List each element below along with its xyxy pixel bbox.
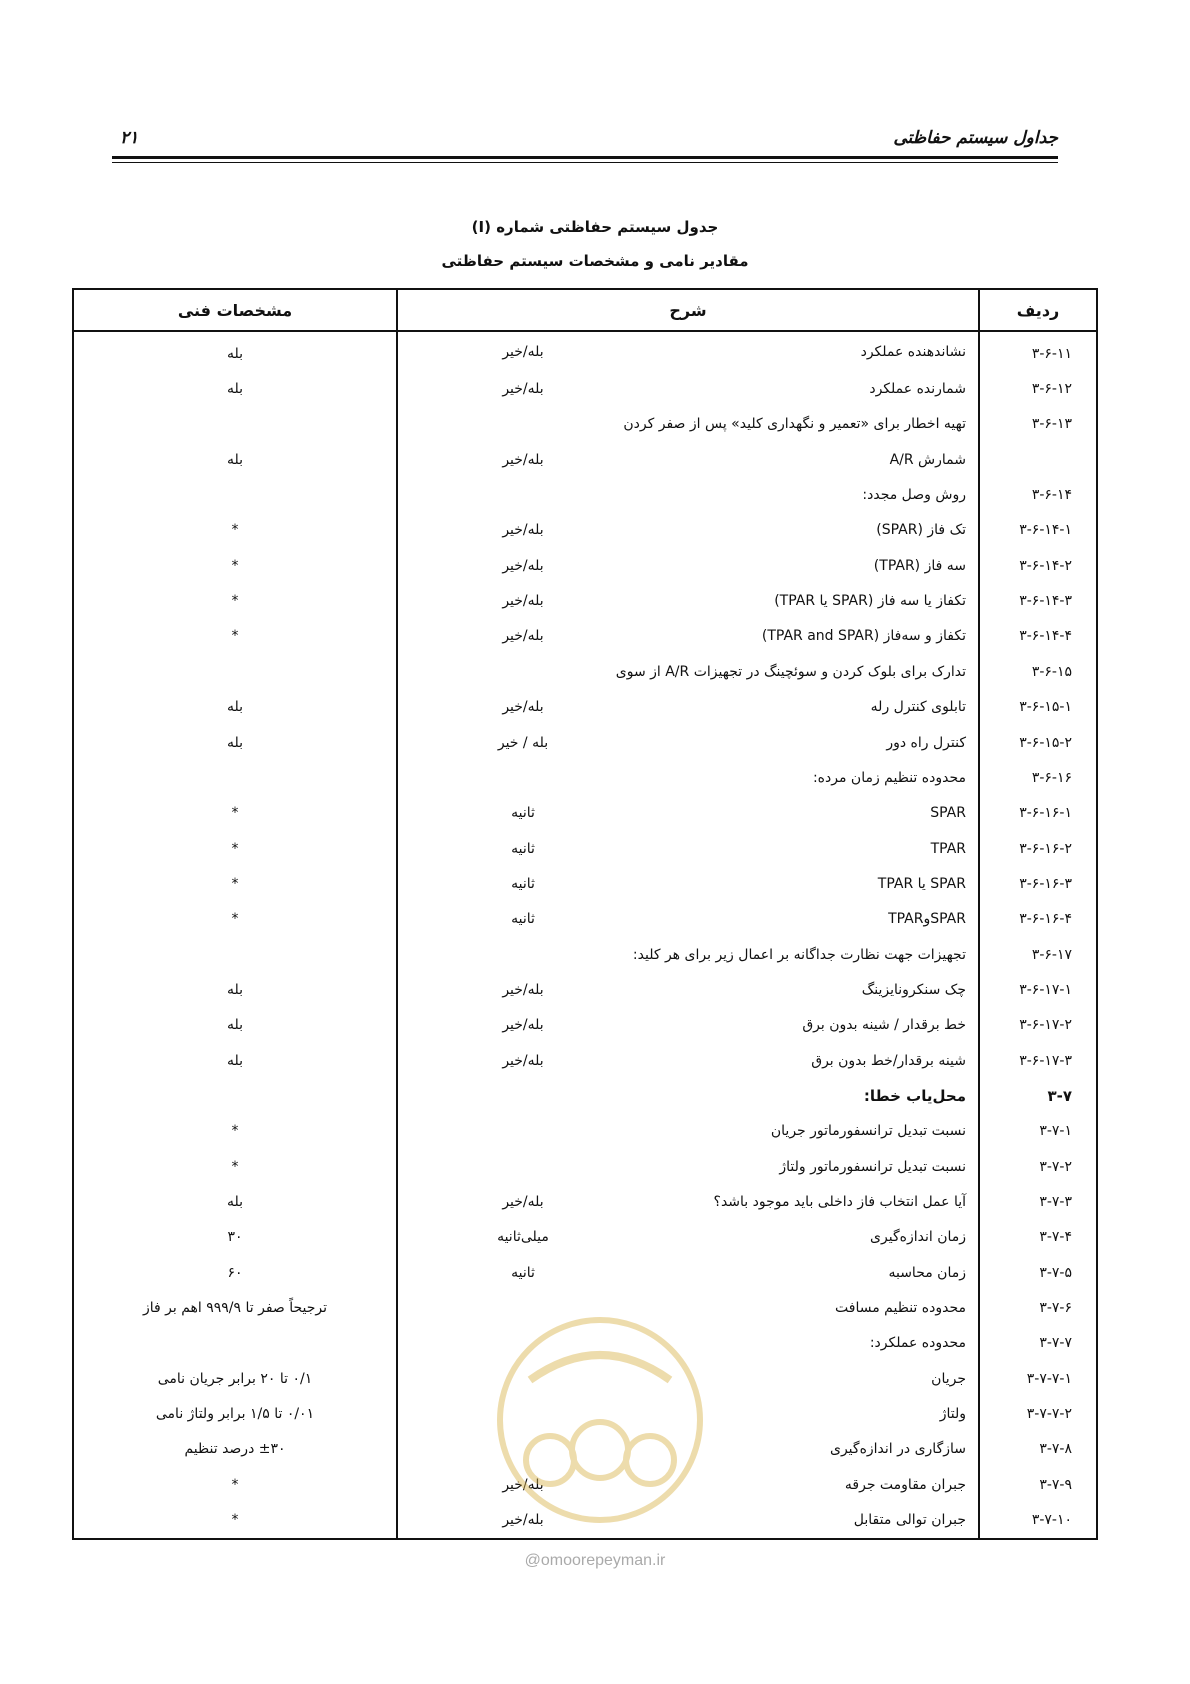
row-spec: بله bbox=[73, 442, 397, 477]
row-number bbox=[979, 442, 1097, 477]
table-row bbox=[73, 583, 1097, 618]
table-row bbox=[73, 619, 1097, 654]
row-description-cell bbox=[397, 689, 979, 724]
row-description: تابلوی کنترل رله bbox=[870, 699, 966, 716]
row-number: ۳-۶-۱۶-۱ bbox=[979, 796, 1097, 831]
table-row bbox=[73, 1008, 1097, 1043]
row-description: تکفاز و سه‌فاز (TPAR and SPAR) bbox=[761, 628, 966, 645]
row-description-cell bbox=[397, 371, 979, 406]
row-number: ۳-۷-۱ bbox=[979, 1114, 1097, 1149]
row-unit: ثانیه bbox=[511, 1264, 535, 1281]
column-header-row-number: ردیف bbox=[979, 289, 1097, 331]
row-number: ۳-۶-۱۴-۳ bbox=[979, 583, 1097, 618]
row-description-cell bbox=[397, 1078, 979, 1113]
table-row bbox=[73, 689, 1097, 724]
row-number: ۳-۶-۱۶-۲ bbox=[979, 831, 1097, 866]
row-description-cell bbox=[397, 442, 979, 477]
table-row bbox=[73, 513, 1097, 548]
row-description-cell bbox=[397, 1255, 979, 1290]
row-spec: بله bbox=[73, 1008, 397, 1043]
watermark-url: @omoorepeyman.ir bbox=[524, 1552, 666, 1569]
row-description: TPAR bbox=[930, 840, 966, 857]
row-description-cell bbox=[397, 1008, 979, 1043]
row-description-cell bbox=[397, 866, 979, 901]
row-number: ۳-۶-۱۷ bbox=[979, 937, 1097, 972]
row-description-cell bbox=[397, 1149, 979, 1184]
row-number: ۳-۷-۸ bbox=[979, 1432, 1097, 1467]
row-number: ۳-۶-۱۷-۱ bbox=[979, 972, 1097, 1007]
page-number: ۲۱ bbox=[120, 128, 139, 148]
row-description-cell bbox=[397, 654, 979, 689]
row-spec: * bbox=[73, 513, 397, 548]
row-unit: بله/خیر bbox=[502, 451, 544, 468]
row-unit: بله/خیر bbox=[502, 1052, 544, 1069]
row-description-cell bbox=[397, 513, 979, 548]
row-spec bbox=[73, 937, 397, 972]
row-unit: ثانیه bbox=[511, 875, 535, 892]
row-description: شمارنده عملکرد bbox=[869, 381, 966, 398]
table-row bbox=[73, 796, 1097, 831]
row-description: تکفاز یا سه فاز (SPAR یا TPAR) bbox=[774, 593, 966, 610]
row-description: کنترل راه دور bbox=[886, 734, 966, 751]
table-row bbox=[73, 972, 1097, 1007]
table-row bbox=[73, 902, 1097, 937]
row-description: محدوده عملکرد: bbox=[869, 1335, 966, 1352]
row-number: ۳-۶-۱۶-۳ bbox=[979, 866, 1097, 901]
row-description-cell bbox=[397, 725, 979, 760]
row-unit: ثانیه bbox=[511, 911, 535, 928]
row-description: زمان اندازه‌گیری bbox=[870, 1229, 966, 1246]
table-row bbox=[73, 331, 1097, 371]
watermark-logo bbox=[490, 1310, 710, 1530]
table-row bbox=[73, 1255, 1097, 1290]
row-spec: ترجیحاً صفر تا ۹۹۹/۹ اهم بر فاز bbox=[73, 1290, 397, 1325]
row-description: نسبت تبدیل ترانسفورماتور جریان bbox=[770, 1123, 966, 1140]
row-unit: بله/خیر bbox=[502, 522, 544, 539]
row-description: زمان محاسبه bbox=[888, 1264, 966, 1281]
row-description: محدوده تنظیم مسافت bbox=[835, 1300, 966, 1316]
header-title: جداول سیستم حفاظتی bbox=[893, 128, 1058, 148]
row-spec bbox=[73, 407, 397, 442]
row-unit: ثانیه bbox=[511, 840, 535, 857]
row-unit: بله/خیر bbox=[502, 1193, 544, 1210]
row-number: ۳-۶-۱۴-۱ bbox=[979, 513, 1097, 548]
row-description-cell bbox=[397, 902, 979, 937]
row-number: ۳-۶-۱۴-۲ bbox=[979, 548, 1097, 583]
row-description-cell bbox=[397, 619, 979, 654]
row-number: ۳-۶-۱۷-۳ bbox=[979, 1043, 1097, 1078]
row-spec: * bbox=[73, 1467, 397, 1502]
row-description: شینه برقدار/خط بدون برق bbox=[811, 1052, 966, 1069]
row-description: شمارش A/R bbox=[889, 451, 966, 468]
row-unit: میلی‌ثانیه bbox=[497, 1229, 549, 1246]
table-row bbox=[73, 760, 1097, 795]
table-row bbox=[73, 831, 1097, 866]
row-spec: * bbox=[73, 831, 397, 866]
row-description: تهیه اخطار برای «تعمیر و نگهداری کلید» پس از صفر کردن bbox=[623, 416, 966, 433]
row-description-cell bbox=[397, 831, 979, 866]
row-unit: بله/خیر bbox=[502, 1512, 544, 1529]
row-unit: بله/خیر bbox=[502, 1017, 544, 1034]
row-spec bbox=[73, 654, 397, 689]
row-spec bbox=[73, 760, 397, 795]
row-number: ۳-۷-۶ bbox=[979, 1290, 1097, 1325]
row-number: ۳-۷-۷-۱ bbox=[979, 1361, 1097, 1396]
row-description: SPAR bbox=[930, 805, 966, 822]
row-number: ۳-۷ bbox=[979, 1078, 1097, 1113]
row-description-cell bbox=[397, 760, 979, 795]
row-spec: * bbox=[73, 902, 397, 937]
row-spec: بله bbox=[73, 725, 397, 760]
row-description: جریان bbox=[931, 1370, 966, 1387]
header-rule-thick bbox=[112, 156, 1058, 159]
row-description-cell bbox=[397, 477, 979, 512]
row-description: ولتاژ bbox=[939, 1406, 966, 1423]
row-description-cell bbox=[397, 331, 979, 371]
row-spec: * bbox=[73, 1502, 397, 1539]
row-description: سه فاز (TPAR) bbox=[873, 557, 966, 574]
row-spec: * bbox=[73, 796, 397, 831]
table-caption: جدول سیستم حفاظتی شماره (I) bbox=[471, 218, 719, 236]
row-unit: بله / خیر bbox=[497, 734, 549, 751]
table-row bbox=[73, 1220, 1097, 1255]
row-spec: ۳۰ bbox=[73, 1220, 397, 1255]
table-row bbox=[73, 725, 1097, 760]
row-spec: بله bbox=[73, 1043, 397, 1078]
row-description: محل‌یاب خطا: bbox=[863, 1086, 966, 1105]
row-spec: ±۳۰ درصد تنظیم bbox=[73, 1432, 397, 1467]
row-description: جبران مقاومت جرقه bbox=[844, 1476, 966, 1493]
row-spec: ۶۰ bbox=[73, 1255, 397, 1290]
row-description-cell bbox=[397, 1220, 979, 1255]
row-number: ۳-۷-۹ bbox=[979, 1467, 1097, 1502]
row-spec: بله bbox=[73, 689, 397, 724]
row-description: نشاندهنده عملکرد bbox=[860, 343, 966, 360]
row-spec: * bbox=[73, 866, 397, 901]
row-number: ۳-۶-۱۶ bbox=[979, 760, 1097, 795]
row-description: تجهیزات جهت نظارت جداگانه بر اعمال زیر برای هر کلید: bbox=[632, 946, 966, 963]
row-spec: ۰/۰۱ تا ۱/۵ برابر ولتاژ نامی bbox=[73, 1396, 397, 1431]
table-row bbox=[73, 548, 1097, 583]
row-number: ۳-۶-۱۵-۲ bbox=[979, 725, 1097, 760]
row-description: نسبت تبدیل ترانسفورماتور ولتاژ bbox=[779, 1158, 966, 1175]
table-row bbox=[73, 1184, 1097, 1219]
row-description-cell bbox=[397, 796, 979, 831]
row-description: آیا عمل انتخاب فاز داخلی باید موجود باشد؟ bbox=[713, 1193, 966, 1210]
row-number: ۳-۶-۱۵ bbox=[979, 654, 1097, 689]
row-spec: * bbox=[73, 583, 397, 618]
row-description: SPAR یا TPAR bbox=[877, 875, 966, 892]
row-spec: * bbox=[73, 619, 397, 654]
row-description: روش وصل مجدد: bbox=[862, 487, 966, 504]
column-header-description: شرح bbox=[397, 289, 979, 331]
table-row bbox=[73, 866, 1097, 901]
table-subcaption: مقادیر نامی و مشخصات سیستم حفاظتی bbox=[441, 252, 749, 270]
row-description: سازگاری در اندازه‌گیری bbox=[830, 1441, 966, 1458]
row-unit: بله/خیر bbox=[502, 381, 544, 398]
row-spec bbox=[73, 477, 397, 512]
row-description: جبران توالی متقابل bbox=[853, 1512, 966, 1529]
table-row bbox=[73, 937, 1097, 972]
table-row bbox=[73, 1043, 1097, 1078]
row-number: ۳-۶-۱۲ bbox=[979, 371, 1097, 406]
column-header-spec: مشخصات فنی bbox=[73, 289, 397, 331]
row-spec: * bbox=[73, 1114, 397, 1149]
row-unit: بله/خیر bbox=[502, 981, 544, 998]
header-rule-thin bbox=[112, 162, 1058, 163]
table-row bbox=[73, 407, 1097, 442]
row-spec: بله bbox=[73, 1184, 397, 1219]
row-unit: بله/خیر bbox=[502, 1476, 544, 1493]
row-spec bbox=[73, 1326, 397, 1361]
row-spec: * bbox=[73, 548, 397, 583]
row-description-cell bbox=[397, 407, 979, 442]
row-unit: بله/خیر bbox=[502, 343, 544, 360]
row-description-cell bbox=[397, 1114, 979, 1149]
row-spec: بله bbox=[73, 371, 397, 406]
row-unit: بله/خیر bbox=[502, 628, 544, 645]
row-number: ۳-۷-۱۰ bbox=[979, 1502, 1097, 1539]
row-number: ۳-۶-۱۱ bbox=[979, 331, 1097, 371]
row-number: ۳-۷-۷ bbox=[979, 1326, 1097, 1361]
table-row bbox=[73, 1078, 1097, 1113]
row-description-cell bbox=[397, 583, 979, 618]
row-number: ۳-۶-۱۳ bbox=[979, 407, 1097, 442]
row-description-cell bbox=[397, 1043, 979, 1078]
row-number: ۳-۷-۵ bbox=[979, 1255, 1097, 1290]
row-unit: ثانیه bbox=[511, 805, 535, 822]
row-description-cell bbox=[397, 548, 979, 583]
row-description: تک فاز (SPAR) bbox=[876, 522, 966, 539]
row-number: ۳-۶-۱۷-۲ bbox=[979, 1008, 1097, 1043]
row-description: چک سنکرونایزینگ bbox=[861, 981, 966, 998]
row-spec: ۰/۱ تا ۲۰ برابر جریان نامی bbox=[73, 1361, 397, 1396]
row-number: ۳-۷-۳ bbox=[979, 1184, 1097, 1219]
row-number: ۳-۷-۴ bbox=[979, 1220, 1097, 1255]
table-row bbox=[73, 477, 1097, 512]
row-description: محدوده تنظیم زمان مرده: bbox=[812, 769, 966, 786]
table-header-row bbox=[73, 289, 1097, 331]
row-unit: بله/خیر bbox=[502, 699, 544, 716]
row-spec: * bbox=[73, 1149, 397, 1184]
row-description: تدارک برای بلوک کردن و سوئچینگ در تجهیزات A/R از سوی bbox=[615, 663, 966, 680]
row-unit: بله/خیر bbox=[502, 557, 544, 574]
table-row bbox=[73, 442, 1097, 477]
row-number: ۳-۶-۱۶-۴ bbox=[979, 902, 1097, 937]
row-number: ۳-۶-۱۴ bbox=[979, 477, 1097, 512]
row-number: ۳-۶-۱۴-۴ bbox=[979, 619, 1097, 654]
row-description-cell bbox=[397, 937, 979, 972]
row-description-cell bbox=[397, 972, 979, 1007]
table-row bbox=[73, 1114, 1097, 1149]
row-spec: بله bbox=[73, 331, 397, 371]
table-row bbox=[73, 371, 1097, 406]
row-number: ۳-۶-۱۵-۱ bbox=[979, 689, 1097, 724]
table-row bbox=[73, 654, 1097, 689]
row-unit: بله/خیر bbox=[502, 593, 544, 610]
row-spec: بله bbox=[73, 972, 397, 1007]
row-spec bbox=[73, 1078, 397, 1113]
row-number: ۳-۷-۷-۲ bbox=[979, 1396, 1097, 1431]
table-row bbox=[73, 1149, 1097, 1184]
row-description-cell bbox=[397, 1184, 979, 1219]
row-description: SPARوTPAR bbox=[888, 911, 966, 928]
row-number: ۳-۷-۲ bbox=[979, 1149, 1097, 1184]
row-description: خط برقدار / شینه بدون برق bbox=[802, 1017, 966, 1034]
page-header bbox=[112, 128, 1058, 166]
